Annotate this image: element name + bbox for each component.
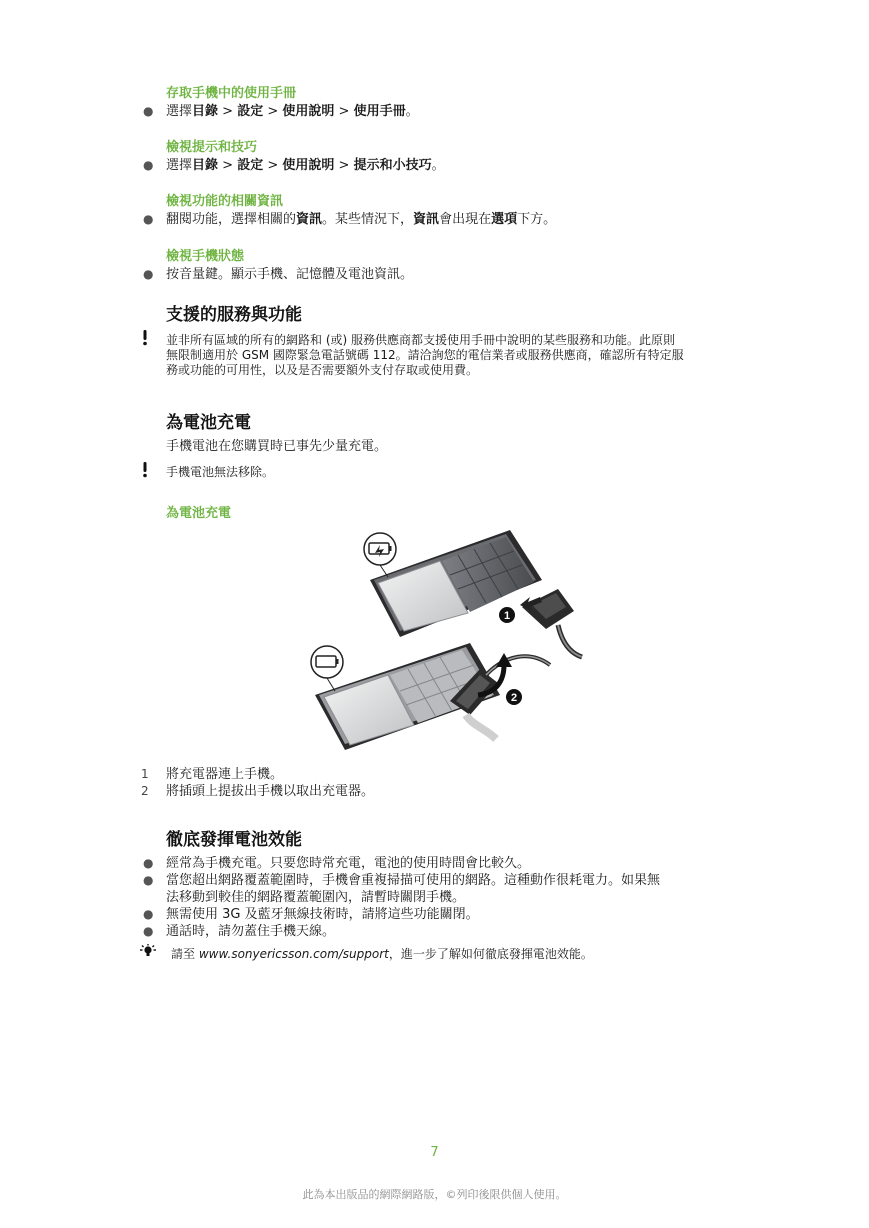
charging-illustration (300, 525, 590, 760)
manual-instruction: 選擇目錄 > 設定 > 使用說明 > 使用手冊。 (166, 104, 419, 119)
footer-notice: 此為本出版品的網際網路版，©列印後限供個人使用。 (302, 1188, 567, 1201)
page-number: 7 (430, 1145, 439, 1160)
charging-subheading: 為電池充電 (166, 506, 232, 521)
warning-icon (140, 330, 150, 346)
bullet: ● (143, 873, 154, 887)
battery-tip-4: 通話時，請勿蓋住手機天線。 (166, 924, 336, 939)
bullet: ● (143, 158, 154, 172)
step-text: 將充電器連上手機。 (166, 767, 284, 782)
bullet: ● (143, 907, 154, 921)
callout-2-label: 2 (510, 692, 518, 704)
step-number: 1 (141, 767, 149, 781)
bullet: ● (143, 104, 154, 118)
tips-heading: 檢視提示和技巧 (166, 140, 258, 155)
bullet: ● (143, 856, 154, 870)
callout-2-badge (506, 689, 522, 705)
charging-intro: 手機電池在您購買時已事先少量充電。 (166, 439, 388, 454)
tips-instruction: 選擇目錄 > 設定 > 使用說明 > 提示和小技巧。 (166, 158, 445, 173)
battery-tip-1: 經常為手機充電。只要您時常充電，電池的使用時間會比較久。 (166, 856, 531, 871)
bullet: ● (143, 924, 154, 938)
callout-1-badge (499, 607, 515, 623)
info-heading: 檢視功能的相關資訊 (166, 194, 284, 209)
step-number: 2 (141, 784, 149, 798)
callout-1-label: 1 (503, 610, 511, 622)
info-instruction: 翻閱功能，選擇相關的資訊。某些情況下，資訊會出現在選項下方。 (166, 212, 557, 227)
bullet: ● (143, 267, 154, 281)
warning-icon (140, 462, 150, 478)
bullet: ● (143, 212, 154, 226)
status-instruction: 按音量鍵。顯示手機、記憶體及電池資訊。 (166, 267, 414, 282)
charging-note: 手機電池無法移除。 (166, 465, 275, 479)
lightbulb-tip-icon (139, 944, 157, 958)
battery-title: 徹底發揮電池效能 (166, 830, 302, 850)
services-title: 支援的服務與功能 (166, 305, 302, 325)
manual-heading: 存取手機中的使用手冊 (166, 86, 297, 101)
services-note: 並非所有區域的所有的網路和 (或) 服務供應商都支援使用手冊中說明的某些服務和功能。此原則 無限制適用於 GSM 國際緊急電話號碼 112。請洽詢您的電信業者或服務供應商，確認所有特定服 務或功能的可用性，以及是否需要額外支付存取或使用費。 (166, 333, 684, 377)
charging-title: 為電池充電 (166, 413, 251, 433)
battery-support-tip: 請至 www.sonyericsson.com/support，進一步了解如何徹底發揮電池效能。 (171, 947, 593, 961)
status-heading: 檢視手機狀態 (166, 249, 245, 264)
step-text: 將插頭上提拔出手機以取出充電器。 (166, 784, 375, 799)
battery-tip-3: 無需使用 3G 及藍牙無線技術時，請將這些功能關閉。 (166, 907, 479, 922)
phone-top-image (364, 530, 582, 657)
battery-tip-2: 當您超出網路覆蓋範圍時，手機會重複掃描可使用的網路。這種動作很耗電力。如果無 法移動到較佳的網路覆蓋範圍內，請暫時關閉手機。 (166, 873, 661, 905)
support-link[interactable]: www.sonyericsson.com/support (198, 947, 389, 961)
